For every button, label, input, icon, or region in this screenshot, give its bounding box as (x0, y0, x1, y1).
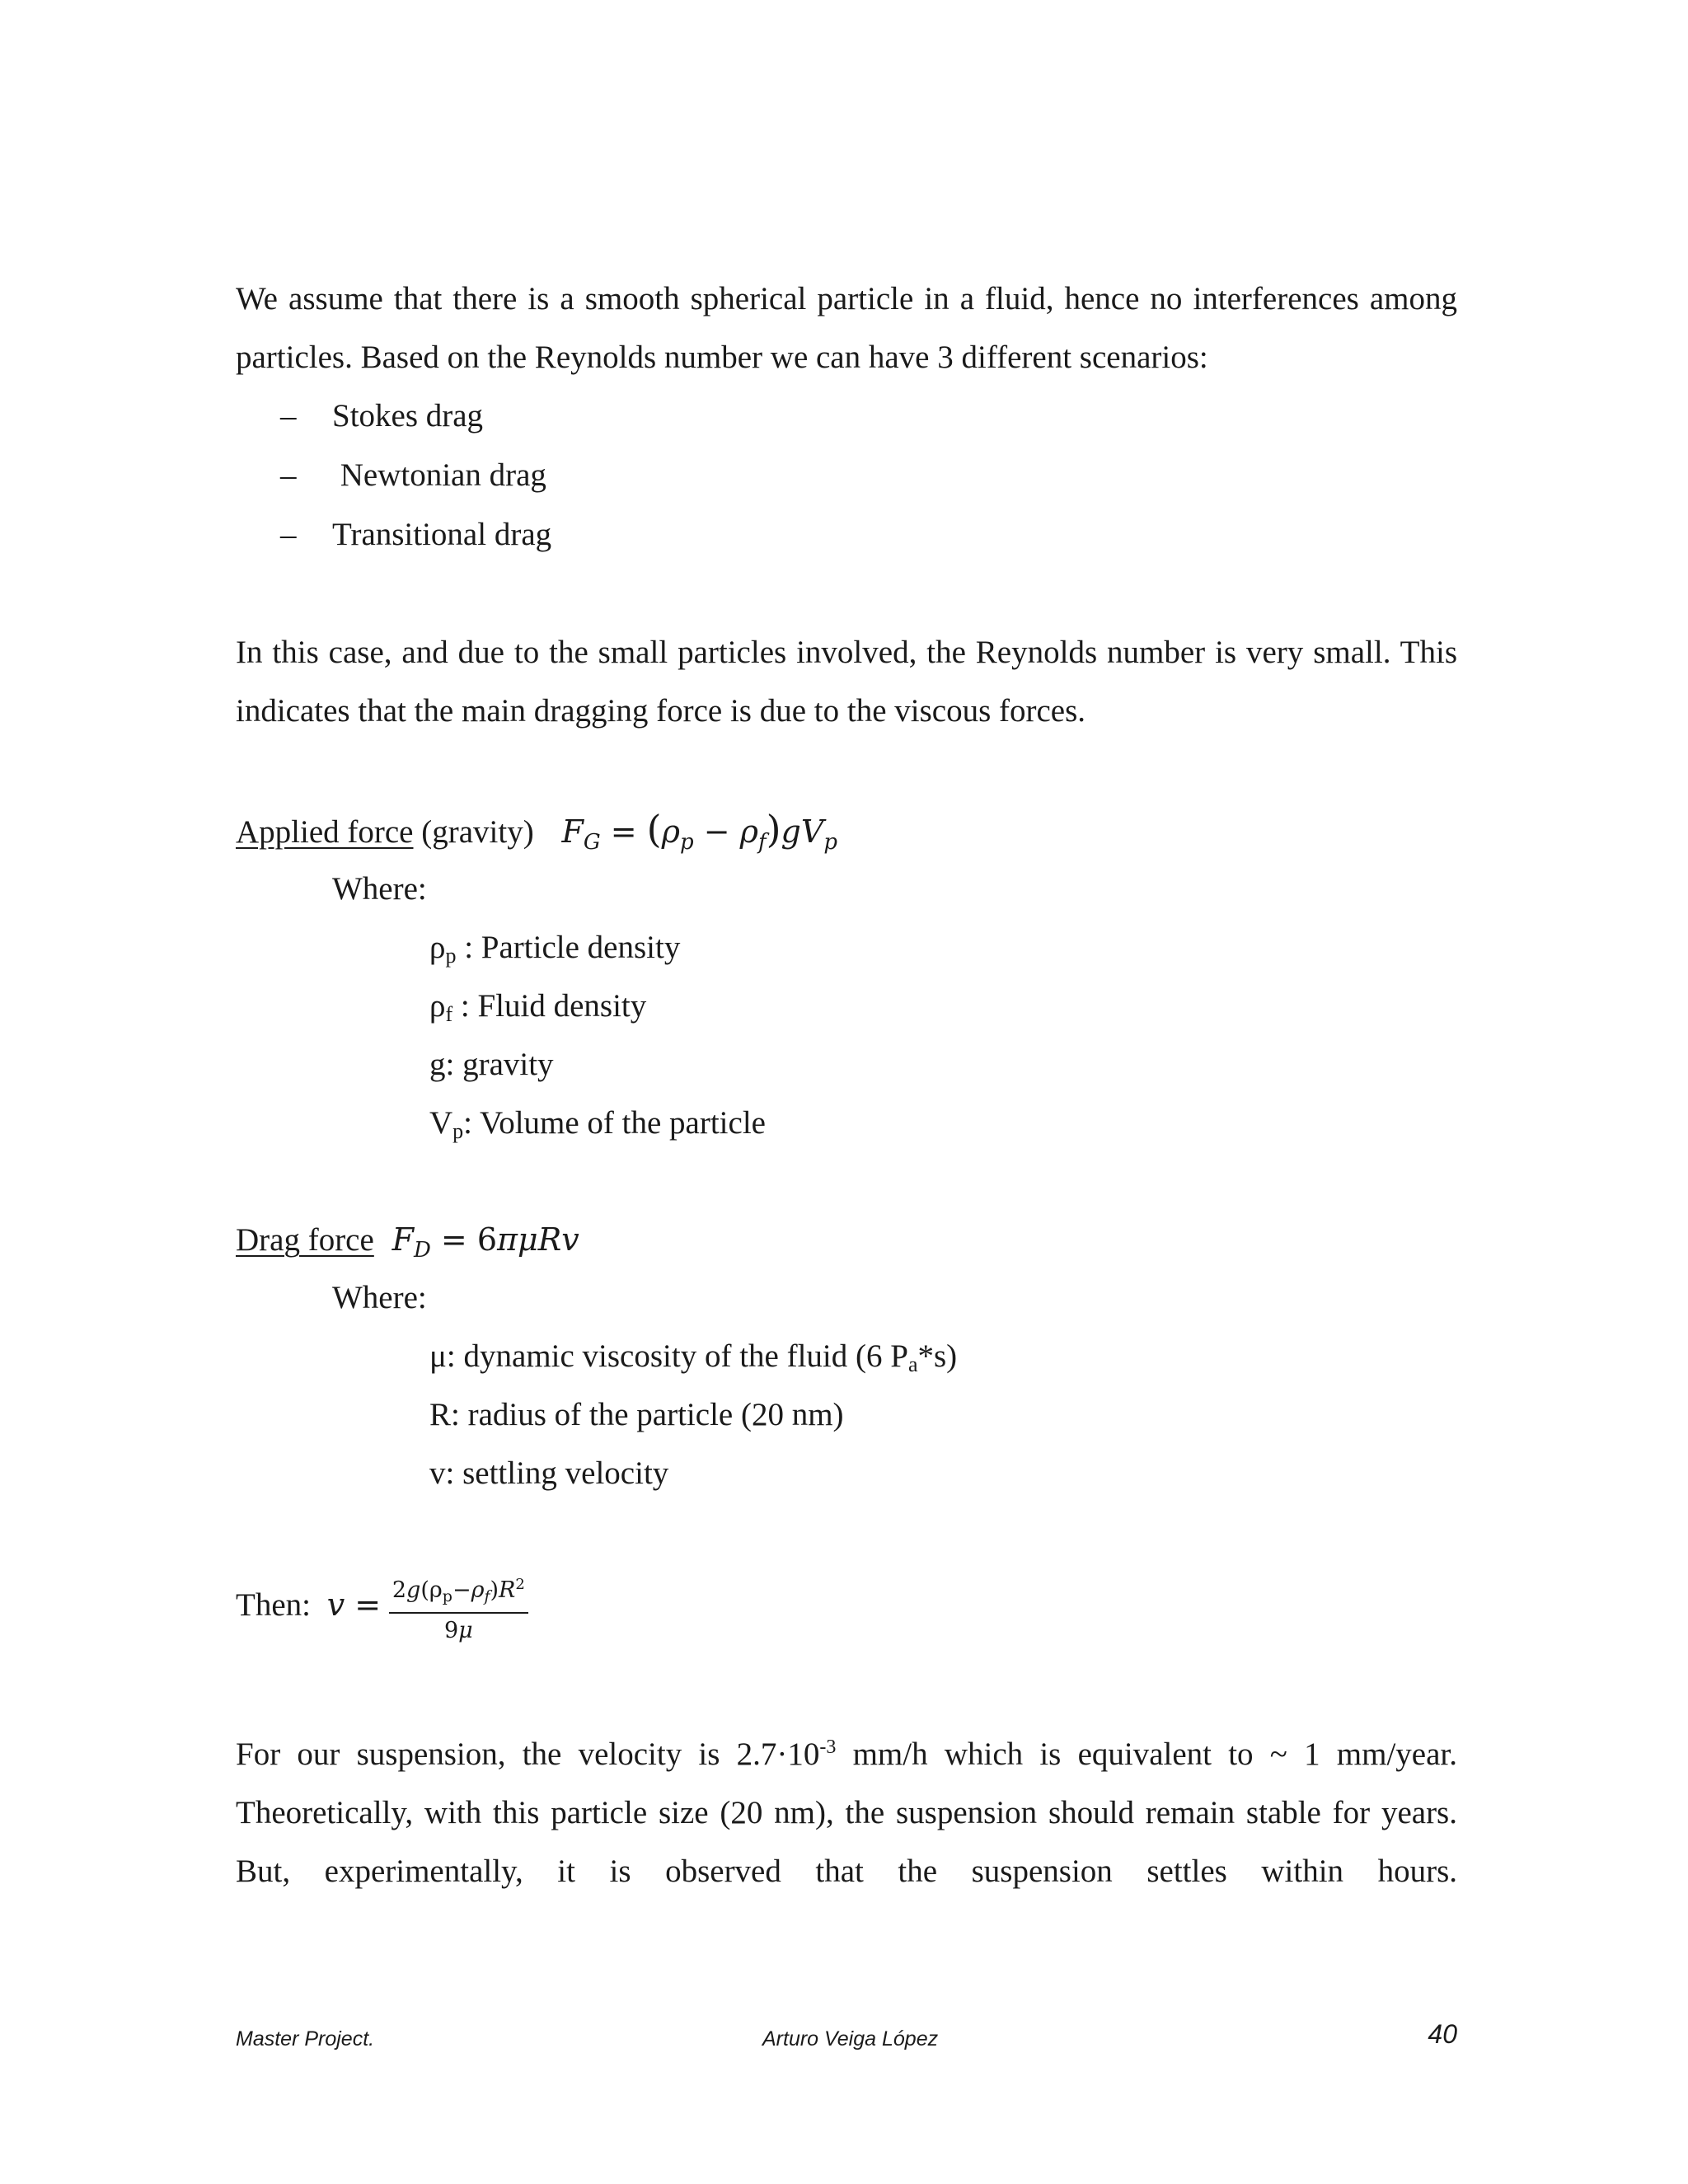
settling-velocity-line (236, 1571, 528, 1645)
fraction-numerator: $2g(\rho p-\rho f)R^2$ (389, 1571, 528, 1614)
reynolds-paragraph: In this case, and due to the small particles involved, the Reynolds number is very small. This indicates that the main dragging force is due to the viscous forces. (236, 635, 1457, 729)
drag-where-label: Where: (332, 1280, 427, 1315)
variable-velocity: v: settling velocity (429, 1455, 669, 1491)
conclusion-paragraph: For our suspension, the velocity is $2.7\cdot 10^{-3}$ mm/h which is equivalent to ~ 1 mm/year. Theoretically, with this particle size (20 nm), the suspension should remain stable for years. But, experimentally, it is observed that the suspension settles within hours. (236, 1736, 1457, 1889)
variable-particle-volume: Vp: Volume of the particle (429, 1105, 766, 1143)
then-label: Then: (236, 1586, 311, 1623)
list-item: Newtonian drag (332, 457, 546, 493)
variable-fluid-density: ρf : Fluid density (429, 988, 647, 1026)
footer-left: Master Project. (236, 2027, 375, 2050)
drag-force-line (236, 1219, 579, 1271)
list-item: Stokes drag (332, 398, 484, 434)
drag-force-equation: $F_D = 6\pi\mu Rv$ (392, 1221, 579, 1263)
list-item: Transitional drag (332, 517, 552, 552)
gravity-force-equation: $F_G = (\rho_p - \rho_f)gV_p$ (561, 807, 837, 855)
variable-viscosity: μ: dynamic viscosity of the fluid (6 Pa*s) (429, 1338, 958, 1376)
variable-gravity: g: gravity (429, 1047, 554, 1082)
applied-force-suffix: (gravity) (413, 814, 534, 850)
list-bullet: – (280, 457, 297, 493)
applied-force-heading: Applied force (236, 814, 414, 850)
list-bullet: – (280, 517, 297, 552)
page-number: 40 (1428, 2019, 1457, 2049)
fraction-denominator: 9μ (443, 1618, 473, 1643)
variable-particle-density: ρp : Particle density (429, 930, 681, 968)
footer-author: Arturo Veiga López (762, 2027, 939, 2050)
settling-velocity-lhs: v = (326, 1586, 382, 1623)
intro-paragraph: We assume that there is a smooth spherical particle in a fluid, hence no interferences among particles. Based on the Reynolds number we can have 3 different scenarios: (236, 281, 1457, 375)
settling-velocity-fraction (389, 1571, 528, 1645)
drag-force-heading: Drag force (236, 1222, 374, 1258)
applied-force-line (236, 808, 837, 863)
variable-radius: R: radius of the particle (20 nm) (429, 1397, 844, 1432)
applied-where-label: Where: (332, 871, 427, 907)
list-bullet: – (280, 398, 297, 434)
